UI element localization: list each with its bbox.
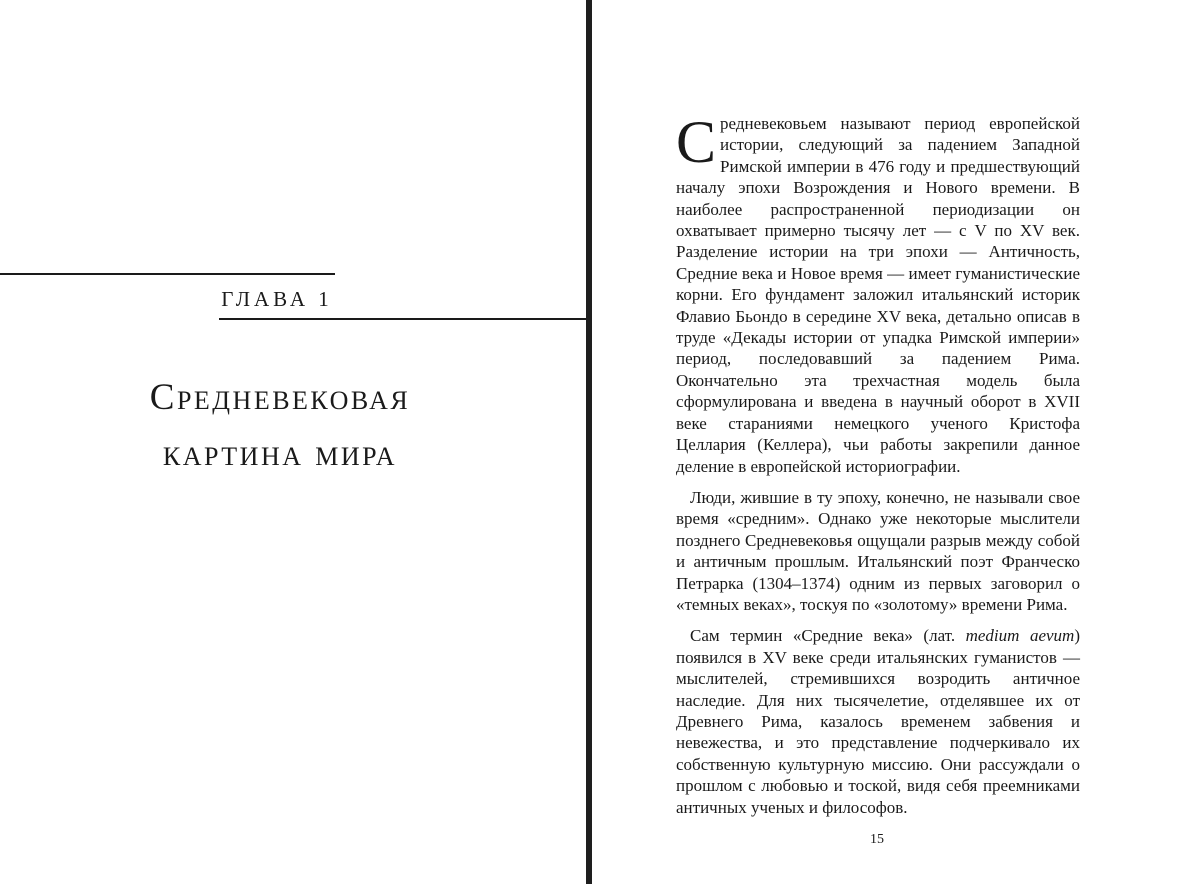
chapter-rule-top	[0, 273, 335, 275]
paragraph-1	[676, 109, 1080, 477]
body-text	[676, 109, 1080, 828]
latin-term: medium aevum	[965, 626, 1075, 646]
chapter-title	[60, 370, 500, 482]
drop-cap: С	[676, 109, 717, 175]
paragraph-3-end: ) появился в XV веке среди итальянских гуманистов — мыслителей, стремившихся возродить античное наследие. Для них тысячелетие, отделявшее их от Древнего Рима, казалось временем забвения и невежества, и это представление подчеркивало их собственную культурную миссию. Они рассуждали о прошлом с любовью и тоской, видя себя преемниками античных ученых и философов.	[676, 626, 1080, 817]
chapter-label: ГЛАВА 1	[221, 287, 333, 311]
chapter-title-line-2: картина мира	[162, 433, 398, 474]
paragraph-1-text: редневековьем называют период европейской истории, следующий за падением Западной Римской империи в 476 году и предшествующий началу эпохи Возрождения и Нового времени. В наиболее распространенной периодизации он охватывает примерно тысячу лет — с V по XV век. Разделение истории на три эпохи — Античность, Средние века и Новое время — имеет гуманистические корни. Его фундамент заложил итальянский историк Флавио Бьондо в середине XV века, детально описав в труде «Декады истории от упадка Римской империи» период, последовавший за падением Рима. Окончательно эта трехчастная модель была сформулирована и введена в научный оборот в XVII веке стараниями немецкого ученого Кристофа Целлария (Келлера), чьи работы закрепили данное деление в европейской историографии.	[676, 114, 1080, 476]
right-page	[592, 0, 1180, 884]
left-page	[0, 0, 586, 884]
paragraph-3	[676, 625, 1080, 818]
chapter-title-line-1: Средневековая	[149, 377, 411, 418]
page-number: 15	[870, 832, 884, 847]
paragraph-2: Люди, жившие в ту эпоху, конечно, не называли свое время «средним». Однако уже некоторые мыслители позднего Средневековья ощущали разрыв между собой и античным прошлым. Итальянский поэт Франческо Петрарка (1304–1374) одним из первых заговорил о «темных веках», тоскуя по «золотому» времени Рима.	[676, 487, 1080, 614]
chapter-rule-bottom	[219, 318, 586, 320]
paragraph-3-start: Сам термин «Средние века» (лат.	[690, 626, 966, 646]
